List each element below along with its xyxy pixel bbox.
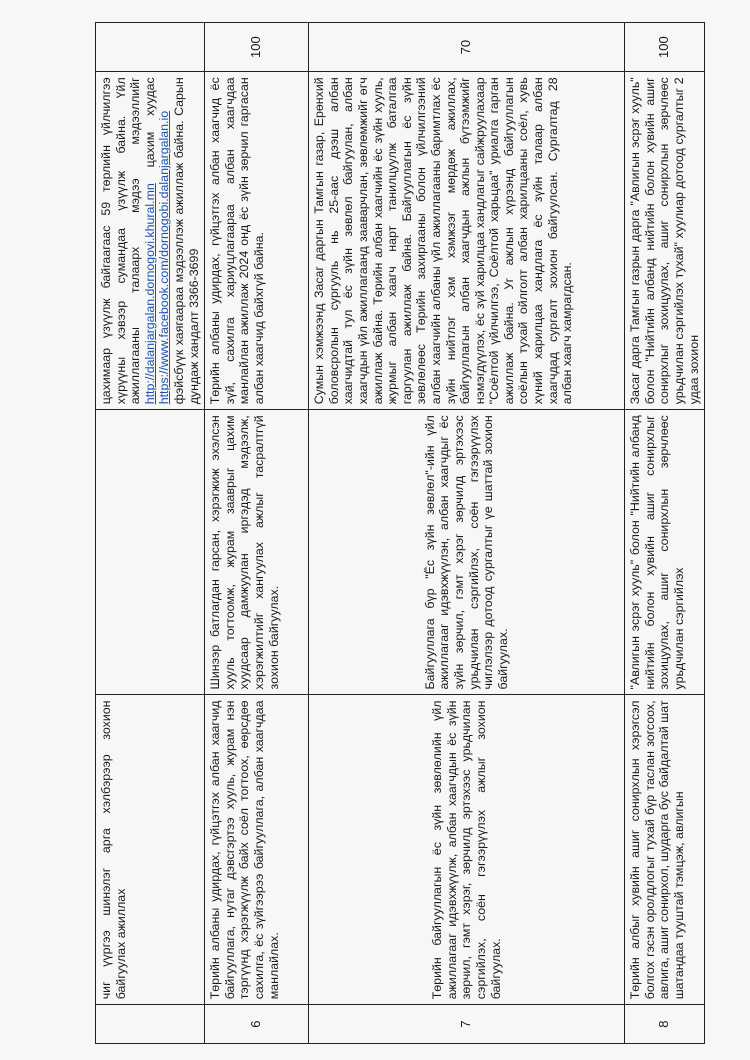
row-number: 8	[625, 1005, 705, 1044]
table-row	[625, 23, 705, 1044]
facebook-link[interactable]: https://www.facebook.com/dornogobi.dalanjargalan.io	[157, 110, 172, 405]
action-cell: Байгууллага бүр "Ёс зүйн зөвлөл"-ийн үйл ажиллагааг идэвхжүүлэн, албан хаагчдыг ёс зүйн зөрчил, гэмт хэрэг зөрчилд эртэхээс урьдчилан сэргийлэх, соён гэгээрүүлэх чиглэлээр дотоод сургалтыг үе шаттай зохион байгуулах.	[309, 410, 625, 695]
plan-table	[95, 22, 705, 1044]
action-cell: Шинээр батлагдан гарсан, хэрэгжиж эхэлсэн хууль тогтоомж, журам зааврыг цахим хуудсаар дамжуулан иргэдэд мэдээлж, хэрэгжилтийг хангуулах ажлыг тасралтгүй зохион байгуулах.	[205, 410, 309, 695]
goal-cell: Төрийн байгууллагын ёс зүйн зөвлөлийн үйл ажиллагааг идэвхжүүлж, албан хаагчдын ёс зүйн зөрчил, гэмт хэрэг, зөрчилд эртэхээс урьдчилан сэргийлэх, соён гэгээрүүлэх ажлыг зохион байгуулах.	[309, 695, 625, 1005]
rotated-table-container	[95, 22, 701, 1044]
table-row	[309, 23, 625, 1044]
result-cell: Сумын хэмжээнд Засаг даргын Тамгын газар, Ерөнхий боловсролын сургууль нь 25-аас дээш албан хаагчидтай тул ёс зүйн зөвлөл байгуулан, албан хаагчдын үйл ажиллагаанд зааварчлан, зөвлөмжийг өгч ажиллаж байна. Төрийн албан хаагчийн ёс зүйн хууль, журмыг албан хаагч нарт танилцуулж баталгаа гаргуулан ажиллаж байна. Байгууллагын ёс зүйн зөвлөлөөс Төрийн захиргааны болон үйлчилгээний албан хаагчийн албаны үйл ажиллагааны баримтлах ёс зүйн нийтлэг хэм хэмжээг мөрдөж ажиллах, байгууллагын албан хаагчдын ажлын бүтээмжийг нэмэгдүүлэх, ёс зүй харилцаа хандлагыг сайжруулахаар "Соёлтой үйлчилгээ, Соёлтой харьцаа" уриалга гарган ажиллаж байна. Уг ажлын хүрээнд байгууллагын соёлын тухай ойлголт албан харилцааны соёл, хувь хүний харилцаа хандлага ёс зүйн талаар албан хаагчдад сургалт зохион байгуулсан. Сургалтад 28 албан хаагч хамрагдсан.	[309, 72, 625, 410]
row-number	[96, 1005, 205, 1044]
result-cell: Засаг дарга Тамгын газрын дарга "Авлигын эсрэг хууль" болон "Нийтийн албанд нийтийн болон хувийн ашиг сонирхлыг зохицуулах, ашиг сонирхлын зөрчлөөс урьдчилан сэргийлэх тухай" хуулиар дотоод сургалтыг 2 удаа зохион	[625, 72, 705, 410]
score-cell: 100	[625, 23, 705, 72]
goal-cell: чиг үүргээ шинэлэг арга хэлбэрээр зохион байгуулах ажиллах	[96, 695, 205, 1005]
score-cell	[96, 23, 205, 72]
score-cell: 70	[309, 23, 625, 72]
table-row	[205, 23, 309, 1044]
row-number: 6	[205, 1005, 309, 1044]
action-cell: "Авлигын эсрэг хууль" болон "Нийтийн албанд нийтийн болон хувийн ашиг сонирхлыг зохицуулах, ашиг сонирхлын зөрчлөөс урьдчилан сэргийлэх	[625, 410, 705, 695]
goal-cell: Төрийн албаны удирдах, гүйцэтгэх албан хаагчид байгууллага, нутаг дэвсгэртээ хууль, журам нэн тэргүүнд хэрэгжүүлж байх соёл тогтоох, өөрсдөө сахилга, ёс зүйгээрээ байгууллага, албан хаагчдаа манлайлах.	[205, 695, 309, 1005]
result-text-a: цахимаар үзүүлж байгаагаас 59 төрлийн үйлчилгээ хүрүүны хэвээр сумандаа үзүүлж байна. Үйл ажиллагааны талаарх мэдээ мэдээллийг	[99, 77, 143, 405]
table-row	[96, 23, 205, 1044]
result-text-b: цахим хуудас	[142, 77, 157, 168]
score-cell: 100	[205, 23, 309, 72]
goal-cell: Төрийн албыг хувийн ашиг сонирхлын хэрэгсэл болгох гэсэн оролдлогыг тухай бүр таслан зогсоох, авлига, ашиг сонирхол, шударга бус байдалтай шат шатандаа тууштай тэмцэж, авлигын	[625, 695, 705, 1005]
action-cell	[96, 410, 205, 695]
result-cell: Төрийн албаны удирдах, гүйцэтгэх албан хаагчид ёс зүй, сахилга хариуцлагаараа албан хаагчдаа манлайлан ажиллаж 2024 онд ёс зүйн зөрчил гаргасан албан хаагчид байхгүй байна.	[205, 72, 309, 410]
khural-link[interactable]: http://dalanjargalan.dornogovi.khural.mn	[142, 183, 157, 405]
result-text-c: фэйсбүүк хаягаараа мэдээллэж ажиллаж байна. Сарын дундаж хандалт 3366-3699	[171, 77, 201, 405]
result-cell	[96, 72, 205, 410]
row-number: 7	[309, 1005, 625, 1044]
